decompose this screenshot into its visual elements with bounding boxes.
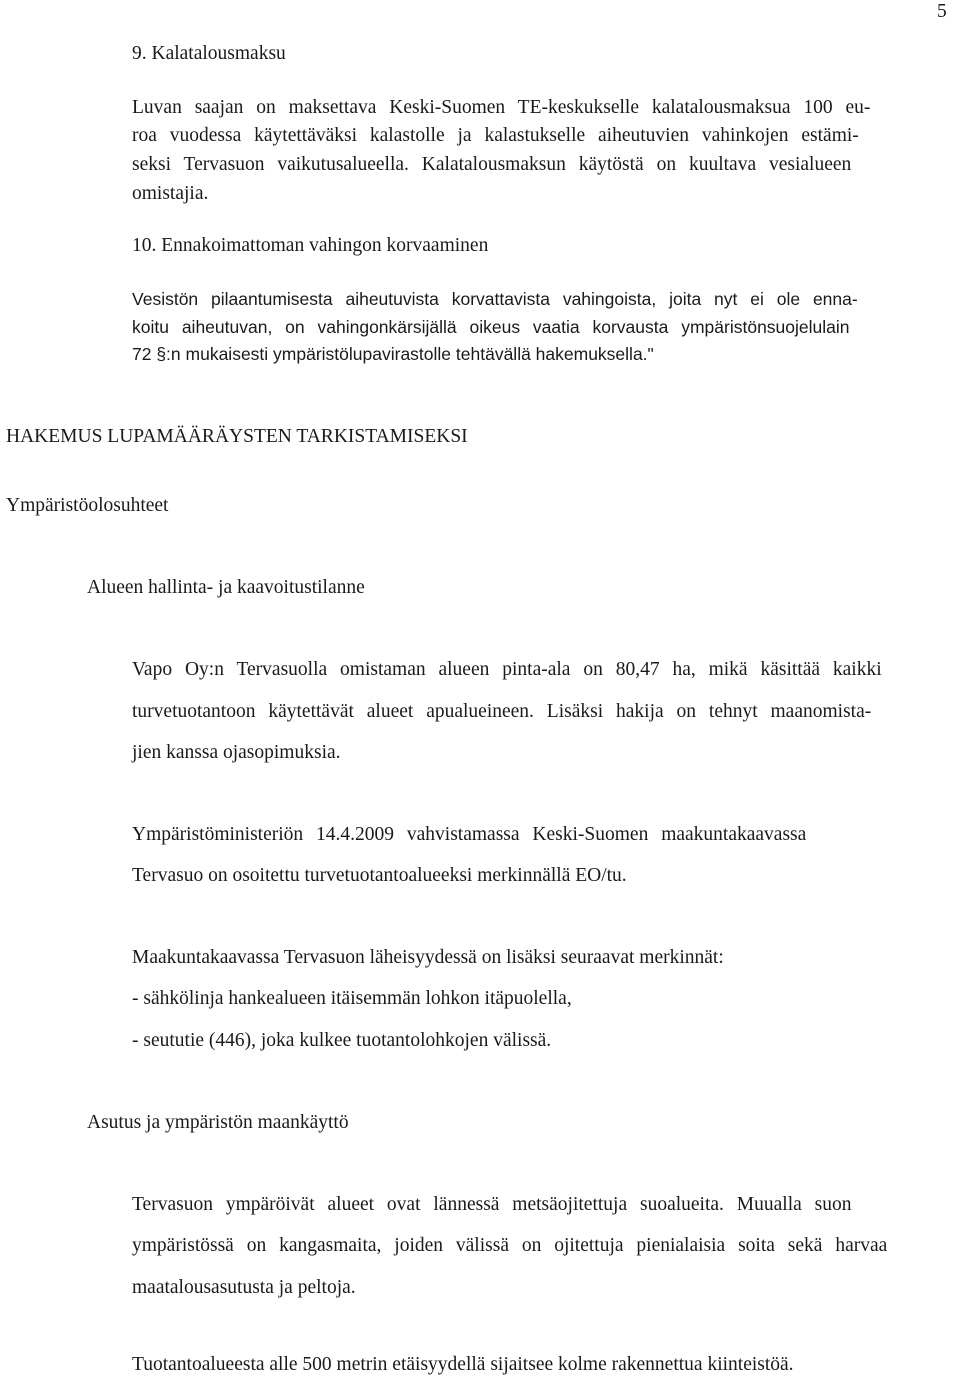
section-9-line: roa vuodessa käytettäväksi kalastolle ja kalastukselle aiheutuvien vahinkojen estämi-	[132, 125, 859, 146]
hallinta-paragraph-line: Maakuntakaavassa Tervasuon läheisyydessä on lisäksi seuraavat merkinnät:	[132, 947, 724, 968]
section-9-line: Luvan saajan on maksettava Keski-Suomen TE-keskukselle kalatalousmaksua 100 eu-	[132, 97, 871, 118]
section-9-heading: 9. Kalatalousmaksu	[132, 43, 286, 64]
hallinta-heading: Alueen hallinta- ja kaavoitustilanne	[87, 577, 365, 598]
page-number: 5	[937, 1, 947, 22]
asutus-heading: Asutus ja ympäristön maankäyttö	[87, 1112, 349, 1133]
section-9-line: omistajia.	[132, 183, 209, 204]
hallinta-list-item: - seututie (446), joka kulkee tuotantolohkojen välissä.	[132, 1030, 552, 1051]
hallinta-paragraph-line: Vapo Oy:n Tervasuolla omistaman alueen pinta-ala on 80,47 ha, mikä käsittää kaikki	[132, 659, 882, 680]
hallinta-paragraph-line: Tervasuo on osoitettu turvetuotantoalueeksi merkinnällä EO/tu.	[132, 865, 627, 886]
section-10-line: koitu aiheutuvan, on vahingonkärsijällä oikeus vaatia korvausta ympäristönsuojelulain	[132, 317, 850, 337]
hallinta-paragraph-line: jien kanssa ojasopimuksia.	[132, 742, 341, 763]
hallinta-paragraph-line: Ympäristöministeriön 14.4.2009 vahvistamassa Keski-Suomen maakuntakaavassa	[132, 824, 807, 845]
asutus-paragraph-line: Tervasuon ympäröivät alueet ovat lännessä metsäojitettuja suoalueita. Muualla suon	[132, 1194, 852, 1215]
section-10-line: 72 §:n mukaisesti ympäristölupavirastolle tehtävällä hakemuksella."	[132, 344, 654, 364]
hallinta-list-item: - sähkölinja hankealueen itäisemmän lohkon itäpuolella,	[132, 988, 572, 1009]
main-heading: HAKEMUS LUPAMÄÄRÄYSTEN TARKISTAMISEKSI	[6, 426, 468, 447]
asutus-paragraph-line: maatalousasutusta ja peltoja.	[132, 1277, 356, 1298]
hallinta-paragraph-line: turvetuotantoon käytettävät alueet apualueineen. Lisäksi hakija on tehnyt maanomista-	[132, 701, 872, 722]
section-10-line: Vesistön pilaantumisesta aiheutuvista korvattavista vahingoista, joita nyt ei ole enna-	[132, 289, 858, 309]
section-9-line: seksi Tervasuon vaikutusalueella. Kalatalousmaksun käytöstä on kuultava vesialueen	[132, 154, 852, 175]
environment-subheading: Ympäristöolosuhteet	[6, 495, 169, 516]
section-10-heading: 10. Ennakoimattoman vahingon korvaaminen	[132, 235, 489, 256]
asutus-paragraph-line: Tuotantoalueesta alle 500 metrin etäisyydellä sijaitsee kolme rakennettua kiinteistöä.	[132, 1354, 794, 1375]
asutus-paragraph-line: ympäristössä on kangasmaita, joiden välissä on ojitettuja pienialaisia soita sekä harvaa	[132, 1235, 888, 1256]
